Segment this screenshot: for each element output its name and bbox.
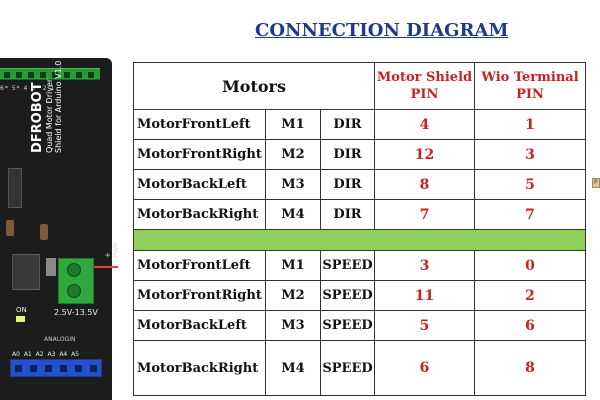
page-marker: P: [592, 178, 600, 188]
motor-id: M3: [266, 170, 321, 200]
on-label: ON: [16, 306, 27, 314]
pin-mode: SPEED: [321, 311, 375, 341]
board-brand: [30, 60, 63, 153]
table-header-row: [134, 63, 586, 110]
pin-mode: SPEED: [321, 251, 375, 281]
motor-name: MotorBackLeft: [134, 170, 266, 200]
pin-mode: DIR: [321, 110, 375, 140]
motor-id: M4: [266, 341, 321, 396]
wio-pin: 8: [475, 341, 586, 396]
shield-pin: 12: [375, 140, 475, 170]
power-label: + PWR -: [104, 241, 128, 258]
motor-id: M1: [266, 110, 321, 140]
shield-pin: 8: [375, 170, 475, 200]
table-row: [134, 311, 586, 341]
table-row: [134, 170, 586, 200]
wio-pin: 7: [475, 200, 586, 230]
board-component: [46, 258, 56, 276]
table-row: [134, 341, 586, 396]
wio-pin: 0: [475, 251, 586, 281]
board-capacitor: [6, 220, 14, 236]
table-row: [134, 281, 586, 311]
page-title: CONNECTION DIAGRAM: [255, 20, 509, 41]
wio-pin: 2: [475, 281, 586, 311]
pin-mode: SPEED: [321, 281, 375, 311]
power-wire: [94, 266, 118, 268]
motor-name: MotorBackLeft: [134, 311, 266, 341]
analog-header: [10, 359, 102, 377]
pin-mode: DIR: [321, 170, 375, 200]
separator-cell: [134, 230, 586, 251]
digital-pin-labels: 6* 5* 4 3* 2 1: [0, 85, 56, 92]
wio-pin: 1: [475, 110, 586, 140]
board-capacitor: [40, 224, 48, 240]
board-line2: Shield for Arduino V1.0: [54, 60, 63, 153]
motor-shield-board-image: [0, 58, 128, 400]
motor-id: M1: [266, 251, 321, 281]
analog-label: ANALOGIN: [44, 336, 76, 343]
shield-pin: 3: [375, 251, 475, 281]
voltage-label: 2.5V-13.5V: [54, 308, 98, 317]
header-shield-line1: Motor Shield: [376, 70, 473, 85]
header-shield-line2: PIN: [410, 87, 439, 102]
table-row: [134, 110, 586, 140]
separator-row: [134, 230, 586, 251]
board-regulator: [12, 254, 40, 290]
header-motors: Motors: [134, 63, 375, 110]
shield-pin: 4: [375, 110, 475, 140]
table-row: [134, 251, 586, 281]
motor-id: M2: [266, 140, 321, 170]
analog-pin-labels: A0 A1 A2 A3 A4 A5: [12, 351, 80, 358]
pin-mode: SPEED: [321, 341, 375, 396]
header-wio-line1: Wio Terminal: [481, 70, 579, 85]
motor-name: MotorFrontRight: [134, 281, 266, 311]
motor-id: M3: [266, 311, 321, 341]
pin-mode: DIR: [321, 200, 375, 230]
header-wio-pin: [475, 63, 586, 110]
wio-pin: 6: [475, 311, 586, 341]
motor-name: MotorBackRight: [134, 341, 266, 396]
motor-name: MotorFrontLeft: [134, 110, 266, 140]
connection-table: [133, 62, 586, 396]
board-chip: [8, 168, 22, 208]
shield-pin: 5: [375, 311, 475, 341]
header-wio-line2: PIN: [516, 87, 544, 102]
motor-name: MotorFrontRight: [134, 140, 266, 170]
power-terminal: [58, 258, 94, 304]
motor-id: M4: [266, 200, 321, 230]
motor-name: MotorFrontLeft: [134, 251, 266, 281]
table-row: [134, 140, 586, 170]
motor-id: M2: [266, 281, 321, 311]
wio-pin: 3: [475, 140, 586, 170]
shield-pin: 6: [375, 341, 475, 396]
shield-pin: 11: [375, 281, 475, 311]
pin-mode: DIR: [321, 140, 375, 170]
table-row: [134, 200, 586, 230]
shield-pin: 7: [375, 200, 475, 230]
header-shield-pin: [375, 63, 475, 110]
board-brand-text: DFROBOT: [30, 82, 45, 153]
board-line1: Quad Motor Driver: [45, 78, 54, 153]
power-led: [16, 316, 25, 322]
motor-name: MotorBackRight: [134, 200, 266, 230]
wio-pin: 5: [475, 170, 586, 200]
